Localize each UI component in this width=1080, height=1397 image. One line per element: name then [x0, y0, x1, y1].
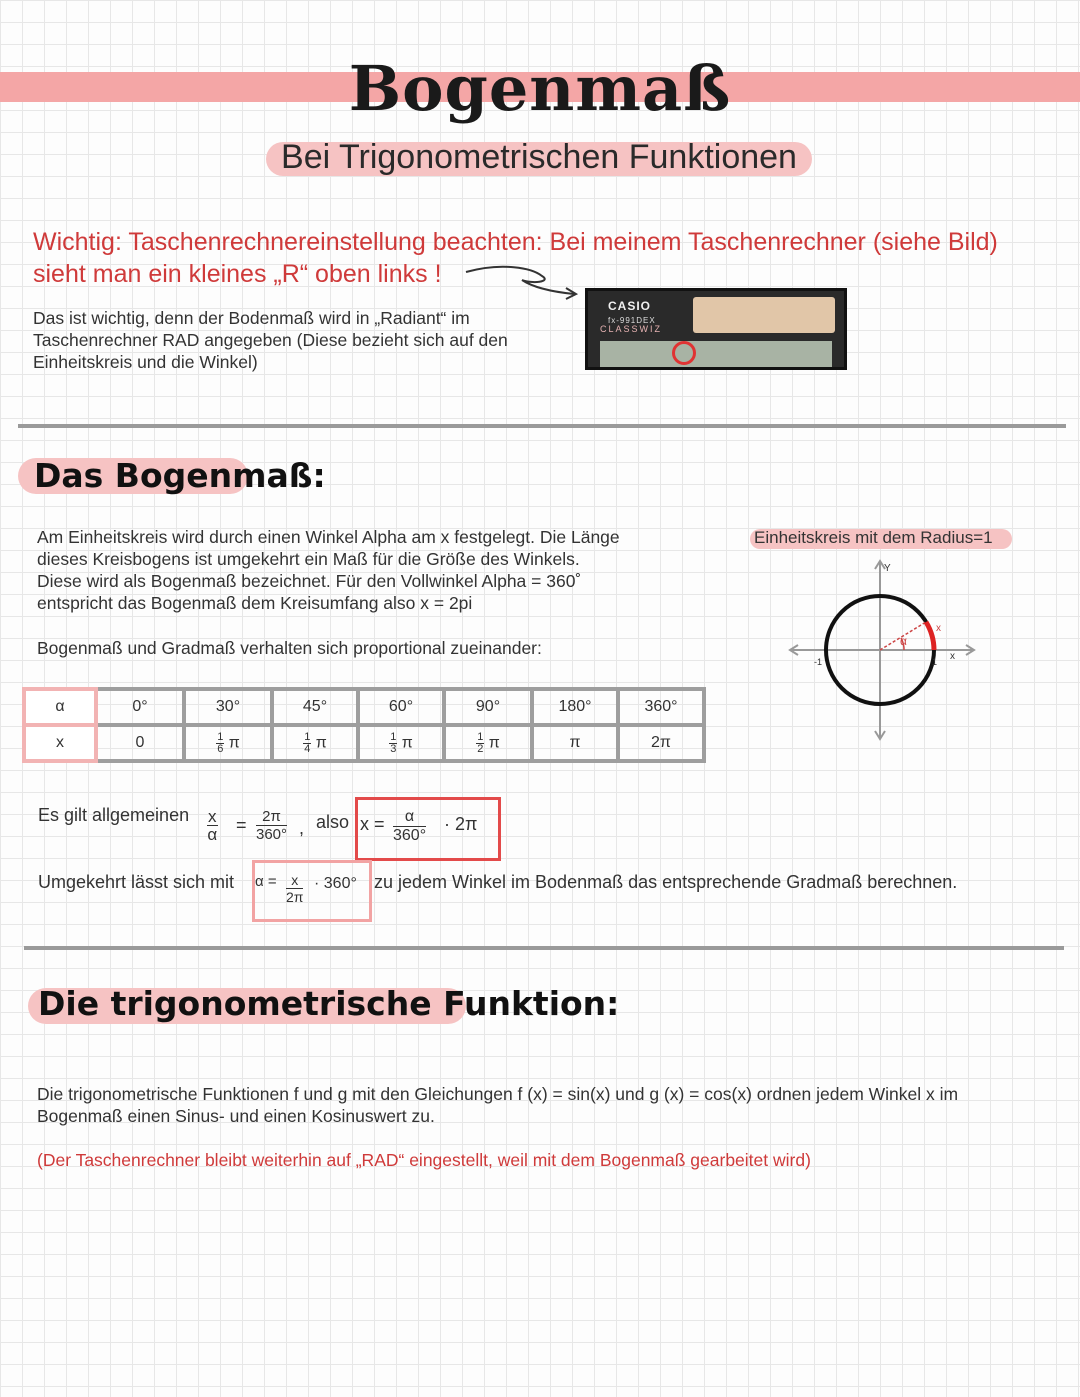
table-row-radians [24, 725, 704, 761]
section2-para-line1: Die trigonometrische Funktionen f und g mit den Gleichungen f (x) = sin(x) und g (x) = cos(x) ordnen jedem Winkel x im [37, 1084, 959, 1104]
section2-para-line2: Bogenmaß einen Sinus- und einen Kosinuswert zu. [37, 1106, 435, 1126]
angle-label: α [900, 634, 907, 648]
calculator-image [585, 288, 847, 370]
reverse-rest: zu jedem Winkel im Bodenmaß das entsprechende Gradmaß berechnen. [374, 872, 958, 892]
table-cell: 360° [618, 689, 704, 725]
general-formula-label: Es gilt allgemeinen [38, 805, 190, 825]
calculator-series: CLASSWIZ [600, 324, 663, 334]
proportional-statement: Bogenmaß und Gradmaß verhalten sich proportional zueinander: [37, 638, 542, 658]
row-label-x: x [24, 725, 96, 761]
also-word: also [316, 812, 350, 832]
unit-circle-diagram [780, 555, 990, 745]
table-cell: $\frac{1}{2}$ π [444, 725, 532, 761]
table-cell: π [532, 725, 618, 761]
arc-label: x [936, 623, 941, 634]
page-title: Bogenmaß [348, 52, 732, 125]
table-cell: $\frac{1}{3}$ π [358, 725, 444, 761]
table-cell: 180° [532, 689, 618, 725]
section-divider-1 [18, 424, 1066, 428]
section2-heading: Die trigonometrische Funktion: [38, 984, 620, 1023]
table-cell: 90° [444, 689, 532, 725]
times-360: · 360° [314, 875, 357, 892]
tick-label-neg: -1 [814, 657, 823, 667]
radian-fraction: $\frac{\alpha}{360^\circ}$ [393, 808, 427, 844]
table-row-degrees [24, 689, 704, 725]
section1-para-line2: dieses Kreisbogens ist umgekehrt ein Maß für die Größe des Winkels. [37, 549, 580, 569]
times-2pi: · 2π [444, 814, 478, 834]
important-note-line2: sieht man ein kleines „R“ oben links ! [33, 260, 442, 288]
x-equals: x = [360, 814, 385, 834]
ratio-fraction-1: $\frac{x}{\alpha}$ [207, 807, 218, 844]
rad-setting-note: (Der Taschenrechner bleibt weiterhin auf „RAD“ eingestellt, weil mit dem Bogenmaß gearbeitet wird) [37, 1150, 811, 1170]
table-cell: 45° [272, 689, 358, 725]
row-label-alpha: α [24, 689, 96, 725]
explanation-line3: Einheitskreis und die Winkel) [33, 352, 258, 372]
pointer-arrow-icon [462, 262, 582, 302]
table-cell: 30° [184, 689, 272, 725]
page-subtitle: Bei Trigonometrischen Funktionen [281, 138, 797, 176]
important-note-line1: Wichtig: Taschenrechnereinstellung beachten: Bei meinem Taschenrechner (siehe Bild) [33, 228, 998, 256]
explanation-line1: Das ist wichtig, denn der Bodenmaß wird in „Radiant“ im [33, 308, 470, 328]
degree-fraction: $\frac{x}{2\pi}$ [286, 872, 304, 905]
table-cell: 0° [96, 689, 184, 725]
angle-conversion-table [22, 687, 706, 763]
table-cell: 60° [358, 689, 444, 725]
section1-para-line1: Am Einheitskreis wird durch einen Winkel Alpha am x festgelegt. Die Länge [37, 527, 620, 547]
section-divider-2 [24, 946, 1064, 950]
rad-indicator-circle-icon [672, 341, 696, 365]
section1-para-line4: entspricht das Bogenmaß dem Kreisumfang also x = 2pi [37, 593, 473, 613]
explanation-line2: Taschenrechner RAD angegeben (Diese bezieht sich auf den [33, 330, 508, 350]
table-cell: $\frac{1}{4}$ π [272, 725, 358, 761]
section1-heading: Das Bogenmaß: [34, 456, 326, 495]
alpha-equals: α = [255, 873, 277, 890]
calculator-model: fx-991DEX [608, 316, 656, 325]
calculator-brand: CASIO [608, 299, 652, 313]
arc-highlight [926, 622, 934, 650]
tick-label-pos: 1 [932, 657, 938, 667]
reverse-label: Umgekehrt lässt sich mit [38, 872, 235, 892]
ratio-fraction-2: $\frac{2\pi}{360^\circ}$ [256, 808, 288, 843]
table-cell: $\frac{1}{6}$ π [184, 725, 272, 761]
solar-panel [693, 297, 835, 333]
axis-x-label: x [950, 651, 955, 662]
axis-y-label: Y [884, 563, 891, 574]
section1-para-line3: Diese wird als Bogenmaß bezeichnet. Für den Vollwinkel Alpha = 360˚ [37, 571, 582, 591]
table-cell: 2π [618, 725, 704, 761]
comma: , [299, 818, 305, 838]
table-cell: 0 [96, 725, 184, 761]
equals-sign: = [236, 815, 247, 835]
calculator-screen [600, 341, 832, 367]
circle-caption: Einheitskreis mit dem Radius=1 [754, 528, 993, 547]
